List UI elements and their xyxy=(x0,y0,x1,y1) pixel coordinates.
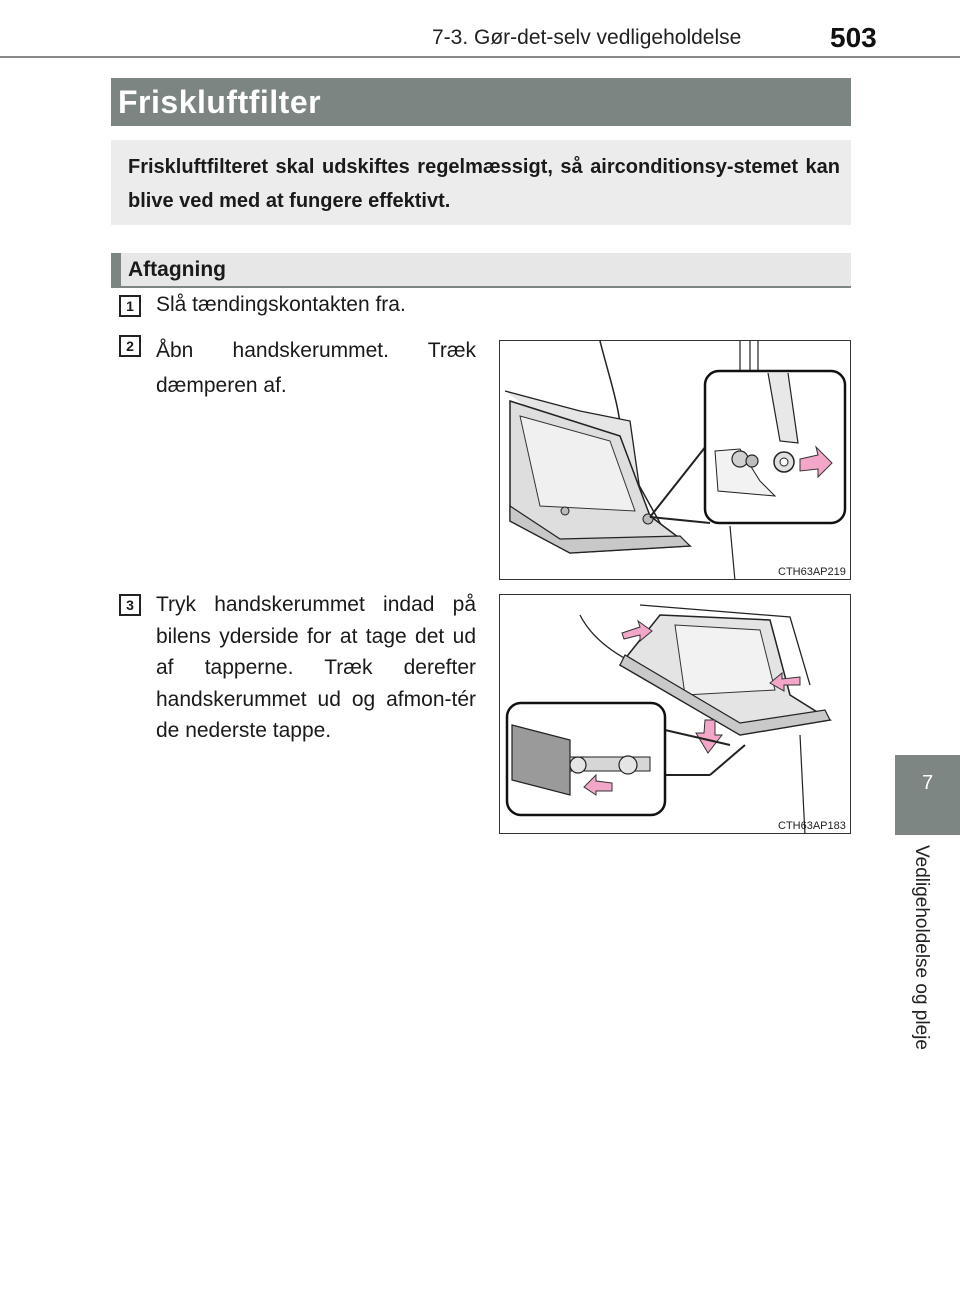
figure-code-2: CTH63AP183 xyxy=(778,820,846,832)
figure-code-1: CTH63AP219 xyxy=(778,566,846,578)
step-text-2: Åbn handskerummet. Træk dæmperen af. xyxy=(156,339,476,397)
glovebox-damper-illustration xyxy=(500,341,851,580)
step-number-1: 1 xyxy=(119,295,141,317)
step-number-2: 2 xyxy=(119,335,141,357)
step-text-1: Slå tændingskontakten fra. xyxy=(156,293,406,316)
chapter-label: Vedligeholdelse og pleje xyxy=(911,845,932,1050)
section-heading: Aftagning xyxy=(128,258,226,281)
step-number-3: 3 xyxy=(119,594,141,616)
header-section-title: 7-3. Gør-det-selv vedligeholdelse xyxy=(432,26,742,49)
glovebox-removal-illustration xyxy=(500,595,851,834)
page-title: Friskluftfilter xyxy=(118,84,322,120)
step-text-3: Tryk handskerummet indad på bilens yderside for at tage det ud af tapperne. Træk derefter handskerummet ud og afmon-tér de nederste tappe. xyxy=(156,593,476,742)
header-divider xyxy=(0,56,960,58)
intro-text: Friskluftfilteret skal udskiftes regelmæssigt, så airconditionsy-stemet kan blive ved med at fungere effektivt. xyxy=(128,156,840,212)
figure-glovebox-removal xyxy=(499,594,851,834)
chapter-tab xyxy=(895,755,960,835)
page-number: 503 xyxy=(830,22,877,53)
section-header-bar xyxy=(111,253,121,288)
figure-glovebox-damper xyxy=(499,340,851,580)
chapter-number: 7 xyxy=(921,772,934,794)
